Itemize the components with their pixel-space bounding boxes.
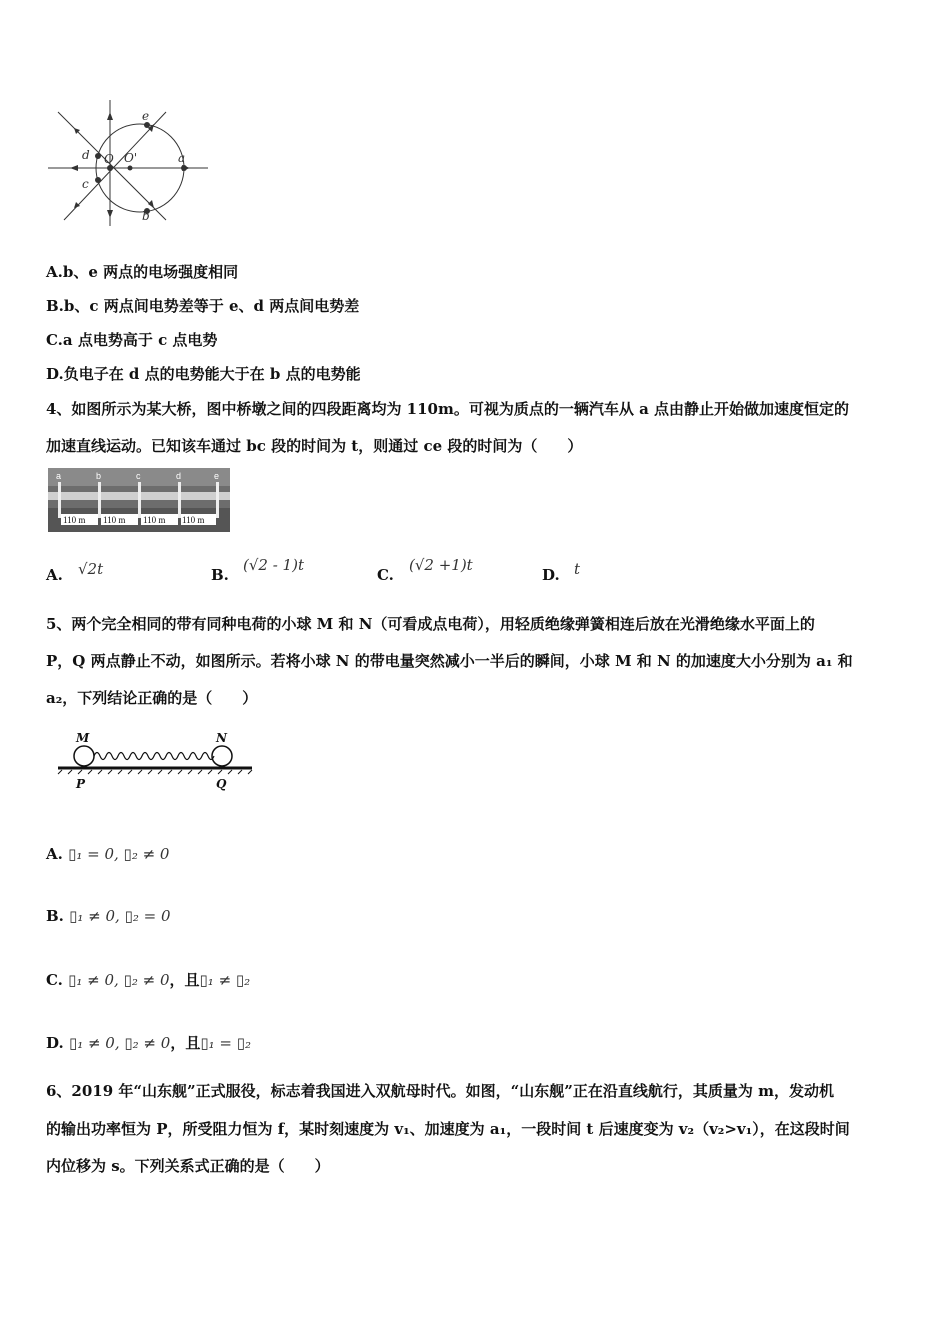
label-O: O (104, 152, 114, 166)
q5-option-d: D. ▯₁ ≠ 0, ▯₂ ≠ 0，且▯₁ = ▯₂ (46, 1034, 251, 1052)
label-Q: Q (216, 777, 227, 791)
bridge-label-e: e (214, 471, 220, 481)
q6-stem-line1: 6、2019 年“山东舰”正式服役，标志着我国进入双航母时代。如图，“山东舰”正在沿直线航行，其质量为 m，发动机 (46, 1082, 835, 1100)
span-bc: 110 m (103, 515, 126, 525)
q5-option-b: B. ▯₁ ≠ 0, ▯₂ = 0 (46, 907, 171, 925)
q4-option-a: A. (46, 566, 63, 584)
q5-option-b-expr: ▯₁ ≠ 0, ▯₂ = 0 (69, 907, 171, 925)
q4-option-d-expr: t (574, 560, 581, 578)
electric-field-figure (44, 96, 214, 231)
label-a: a (178, 151, 186, 165)
q3-option-d: D.负电子在 d 点的电势能大于在 b 点的电势能 (46, 365, 361, 383)
label-M: M (76, 731, 90, 745)
q4-option-a-expr: √2t (78, 560, 104, 578)
label-e: e (142, 109, 150, 123)
label-b: b (142, 209, 150, 223)
label-N: N (216, 731, 227, 745)
point-c (95, 177, 101, 183)
bridge-label-a: a (56, 471, 62, 481)
q4-stem-line2: 加速直线运动。已知该车通过 bc 段的时间为 t，则通过 ce 段的时间为（ ） (46, 437, 583, 455)
q3-option-c: C.a 点电势高于 c 点电势 (46, 331, 218, 349)
spring-figure (56, 728, 256, 792)
q5-option-d-expr2: ▯₁ = ▯₂ (200, 1034, 251, 1052)
span-ab: 110 m (63, 515, 86, 525)
q5-option-d-expr: ▯₁ ≠ 0, ▯₂ ≠ 0 (68, 1034, 171, 1052)
span-de: 110 m (182, 515, 205, 525)
ball-N (212, 746, 232, 766)
q4-option-d: D. (542, 566, 560, 584)
point-d (95, 153, 101, 159)
q6-stem-line2: 的输出功率恒为 P，所受阻力恒为 f，某时刻速度为 v₁、加速度为 a₁，一段时间 t 后速度变为 v₂（v₂>v₁），在这段时间 (46, 1120, 850, 1138)
q5-option-c: C. ▯₁ ≠ 0, ▯₂ ≠ 0，且▯₁ ≠ ▯₂ (46, 971, 251, 989)
q5-stem-line1: 5、两个完全相同的带有同种电荷的小球 M 和 N（可看成点电荷），用轻质绝缘弹簧相连后放在光滑绝缘水平面上的 (46, 615, 815, 633)
q5-option-c-expr: ▯₁ ≠ 0, ▯₂ ≠ 0 (68, 971, 170, 989)
label-P: P (76, 777, 86, 791)
q5-stem-line2: P，Q 两点静止不动，如图所示。若将小球 N 的带电量突然减小一半后的瞬间，小球 M 和 N 的加速度大小分别为 a₁ 和 (46, 652, 853, 670)
point-a (181, 165, 187, 171)
q4-option-c-expr: (√2 +1)t (409, 556, 473, 574)
label-c: c (82, 177, 89, 191)
q3-option-b: B.b、c 两点间电势差等于 e、d 两点间电势差 (46, 297, 360, 315)
q6-stem-line3: 内位移为 s。下列关系式正确的是（ ） (46, 1157, 330, 1175)
q4-option-b: B. (211, 566, 229, 584)
q3-option-a: A.b、e 两点的电场强度相同 (46, 263, 239, 281)
span-cd: 110 m (143, 515, 166, 525)
q4-option-c: C. (377, 566, 394, 584)
q5-option-c-expr2: ▯₁ ≠ ▯₂ (199, 971, 251, 989)
q4-option-b-expr: (√2 - 1)t (243, 556, 304, 574)
bridge-label-d: d (176, 471, 182, 481)
point-O-prime (128, 166, 133, 171)
q4-stem-line1: 4、如图所示为某大桥，图中桥墩之间的四段距离均为 110m。可视为质点的一辆汽车从 a 点由静止开始做加速度恒定的 (46, 400, 850, 418)
bridge-label-c: c (136, 471, 141, 481)
bridge-figure (48, 468, 230, 532)
bridge-label-b: b (96, 471, 102, 481)
q5-stem-line3: a₂，下列结论正确的是（ ） (46, 689, 258, 707)
q5-option-a-expr: ▯₁ = 0, ▯₂ ≠ 0 (68, 845, 170, 863)
label-d: d (82, 148, 90, 162)
ball-M (74, 746, 94, 766)
label-O-prime: O' (124, 151, 138, 165)
spring (94, 753, 214, 760)
q5-option-a: A. ▯₁ = 0, ▯₂ ≠ 0 (46, 845, 170, 863)
